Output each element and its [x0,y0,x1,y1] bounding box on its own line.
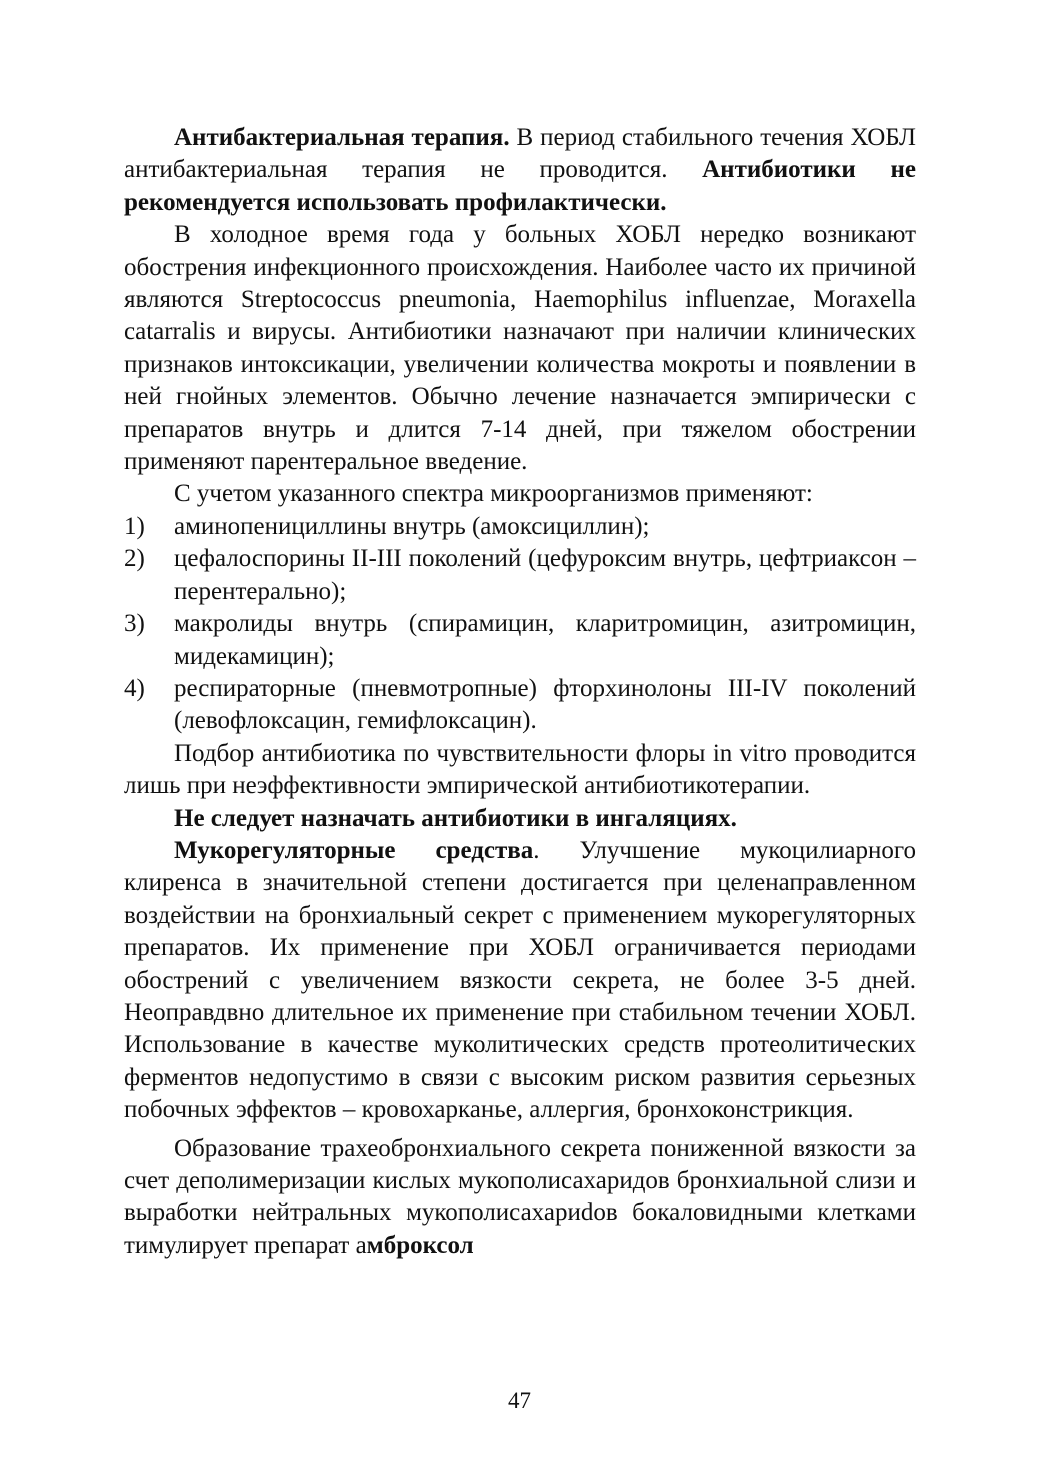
paragraph-exacerbations: В холодное время года у больных ХОБЛ нередко возникают обострения инфекционного происхождения. Наиболее часто их причиной являются Streptococcus pneumonia, Haemophilus influenzae, Moraxella catarralis и вирусы. Антибиотики назначают при наличии клинических признаков интоксикации, увеличении количества мокроты и появлении в ней гнойных элементов. Обычно лечение назначается эмпирически с препаратов внутрь и длится 7-14 дней, при тяжелом обострении применяют парентеральное введение. [124,221,916,476]
list-item-text: макролиды внутрь (спирамицин, кларитромицин, азитромицин, мидекамицин); [174,610,916,670]
paragraph-antibacterial-therapy [124,122,916,219]
heading-antibacterial-therapy: Антибактериальная терапия. [174,124,510,151]
paragraph-list-intro: С учетом указанного спектра микроорганизмов применяют: [174,480,813,508]
list-item-number: 3) [124,610,145,638]
bold-warning: Не следует назначать антибиотики в ингаляциях. [174,804,737,832]
antibiotic-list [124,511,916,738]
list-item-text: респираторные (пневмотропные) фторхинолоны III-IV поколений (левофлоксацин, гемифлоксацин). [174,674,916,735]
paragraph-text: Образование трахеобронхиального секрета пониженной вязкости за счет деполимеризации кислых мукополисахаридов бронхиальной слизи и выработки нейтральных мукополисахариdов бокаловидными клетками тимулирует препарат а [124,1134,916,1259]
list-item-number: 4) [124,674,145,702]
page-body [124,122,916,1262]
list-item-text: аминопенициллины внутрь (амоксициллин); [174,512,650,540]
heading-mucoregulatory: Мукорегуляторные средства [174,836,534,864]
list-item [124,608,916,673]
bold-statement: Антибиотики не рекомендуется использовать профилактически. [124,156,916,216]
page-number: 47 [508,1388,531,1413]
list-item [124,511,916,543]
drug-name-ambroxol: мброксол [366,1231,474,1259]
paragraph-text: . Улучшение мукоцилиарного клиренса в значительной степени достигается при целенаправленном воздействии на бронхиальный секрет с применением мукорегуляторных препаратов. Их применение при ХОБЛ ограничивается периодами обострений с увеличением вязкости секрета, не более 3-5 дней. Неоправдвно длительное их применение при стабильном течении ХОБЛ. Использование в качестве муколитических средств протеолитических ферментов недопустимо в связи с высоким риском развития серьезных побочных эффектов – кровохарканье, аллергия, бронхоконстрикция. [124,836,916,1124]
list-item-number: 2) [124,545,145,573]
paragraph-text: В период стабильного течения ХОБЛ антибактериальная терапия не проводится. [124,124,916,184]
paragraph-ambroxol [124,1133,916,1263]
list-item [124,543,916,608]
list-item-number: 1) [124,512,145,540]
paragraph-mucoregulatory [124,835,916,1127]
paragraph-in-vitro: Подбор антибиотика по чувствительности флоры in vitro проводится лишь при неэффективности эмпирической антибиотикотерапии. [124,739,916,800]
list-item [124,673,916,738]
list-item-text: цефалоспорины II-III поколений (цефуроксим внутрь, цефтриаксон – перентерально); [174,545,916,605]
